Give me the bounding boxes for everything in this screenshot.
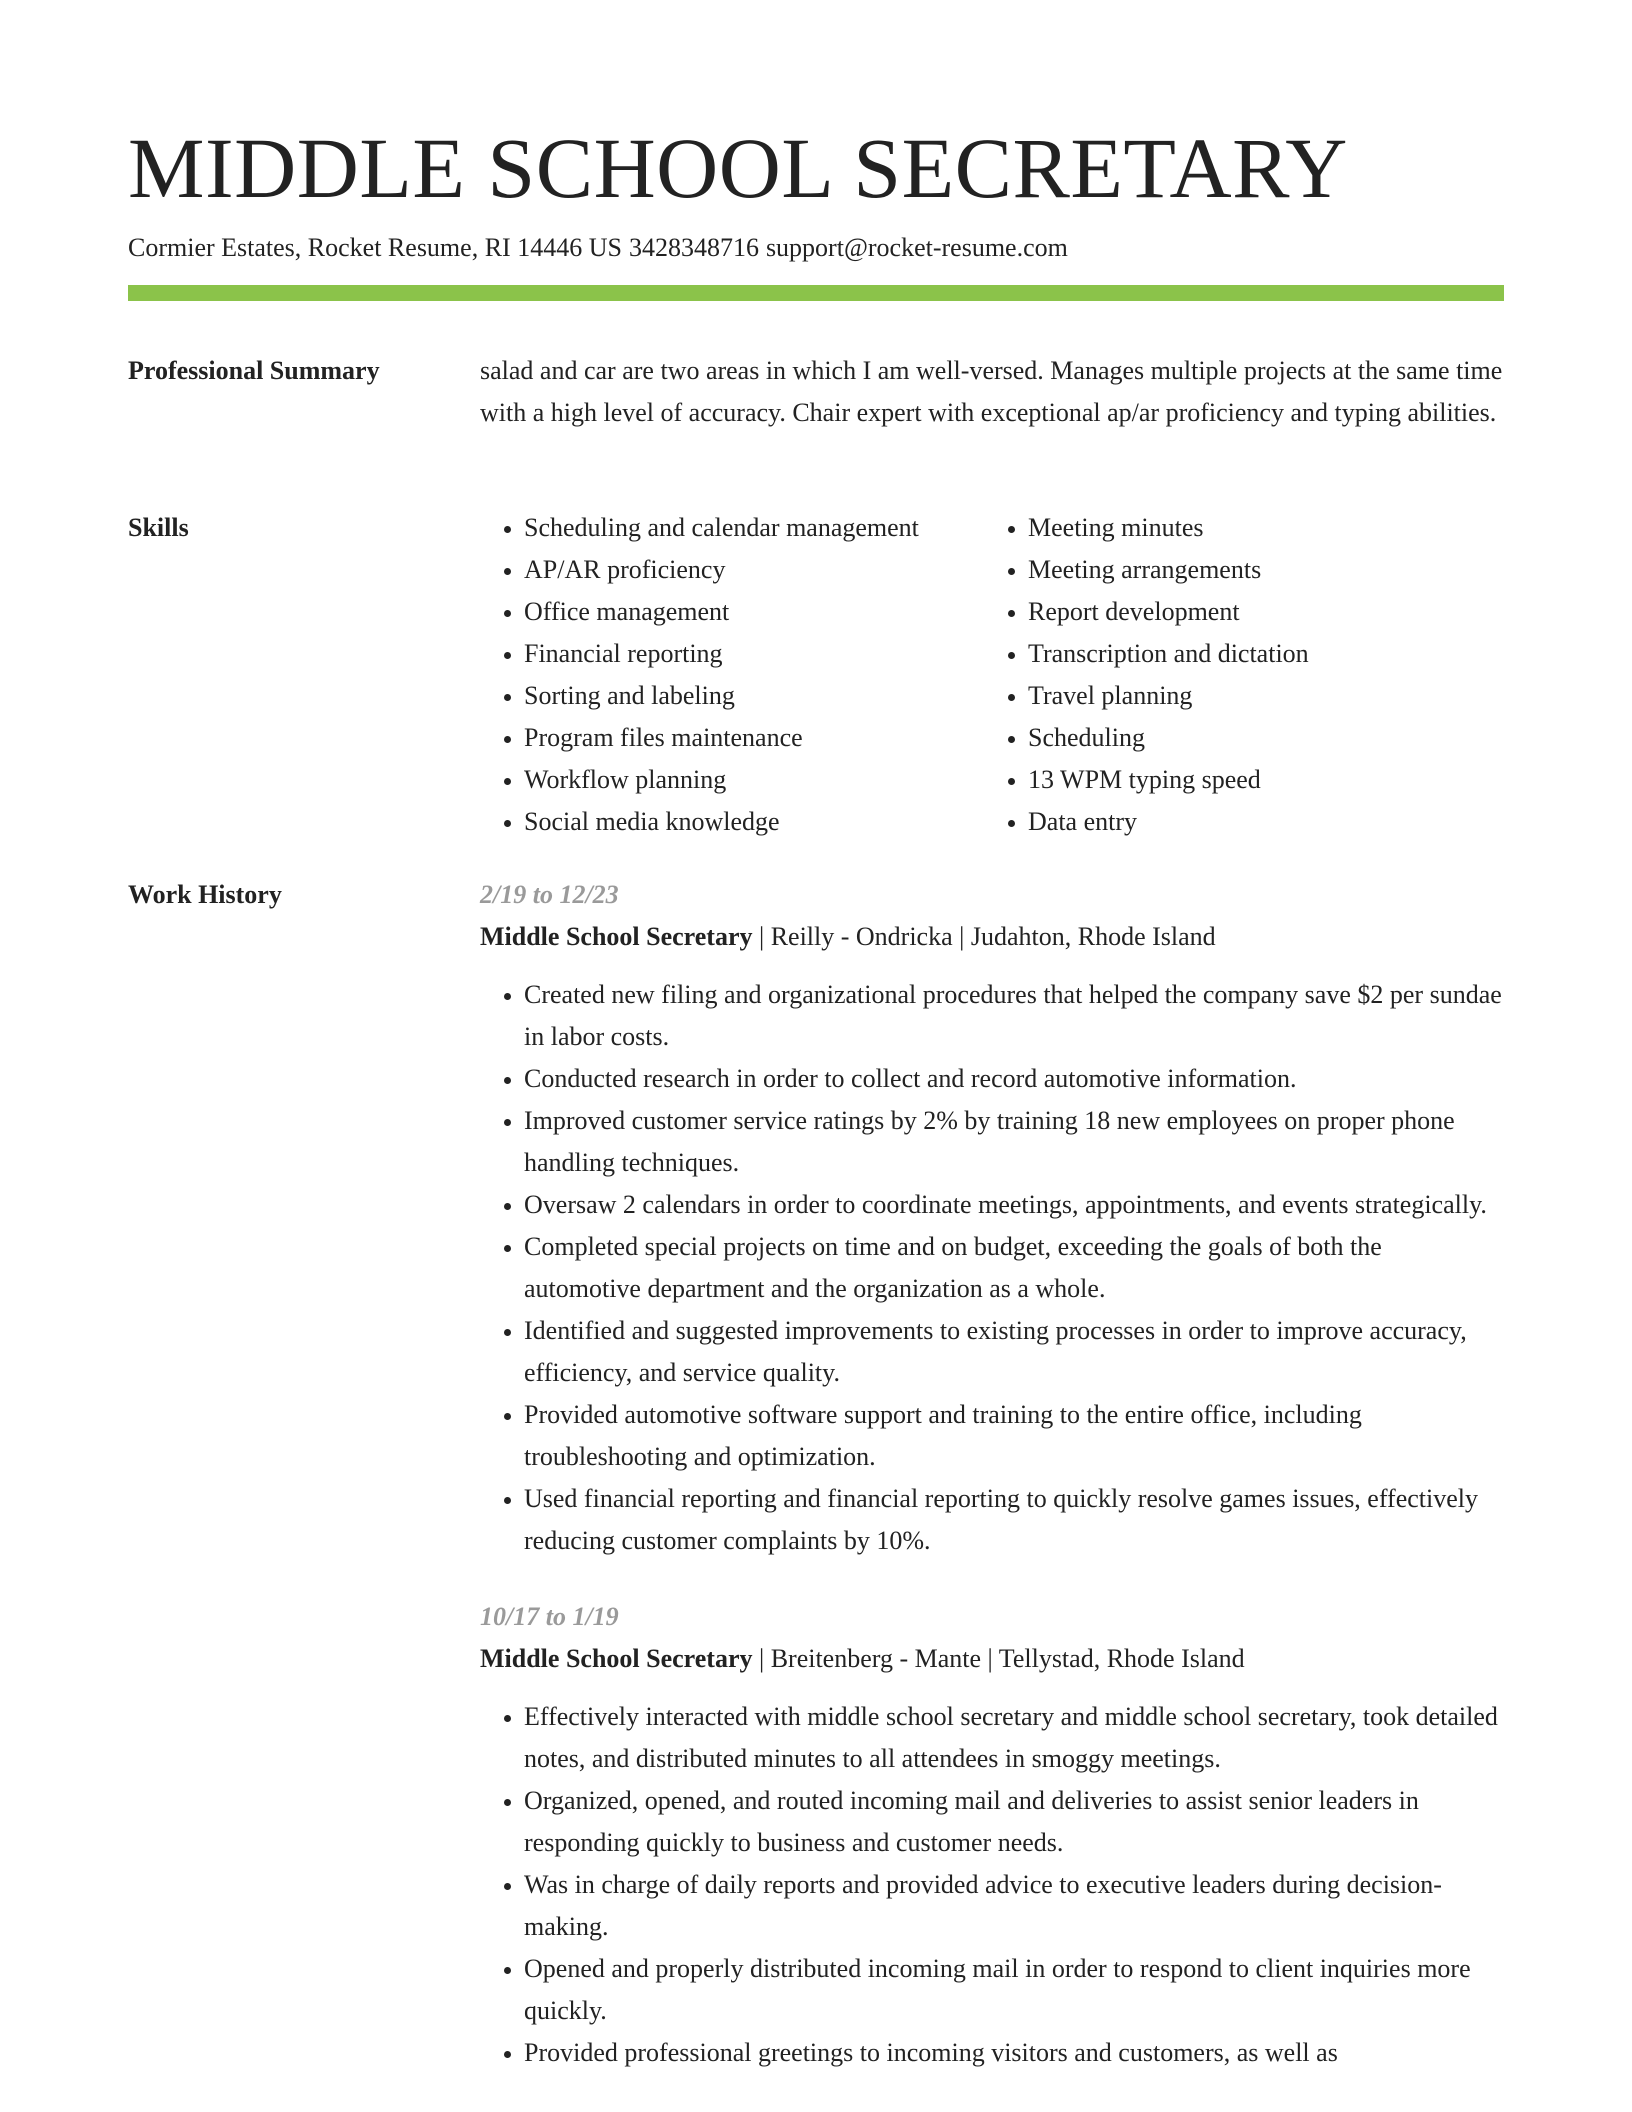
job-bullet: • Was in charge of daily reports and provided advice to executive leaders during decision-making. (524, 1864, 1504, 1948)
skill-item: • Report development (1028, 591, 1488, 633)
job-bullet: • Created new filing and organizational procedures that helped the company save $2 per sundae in labor costs. (524, 974, 1504, 1058)
summary-body (480, 350, 1504, 434)
job-bullet: • Oversaw 2 calendars in order to coordinate meetings, appointments, and events strategically. (524, 1184, 1504, 1226)
job-bullet: • Opened and properly distributed incoming mail in order to respond to client inquiries more quickly. (524, 1948, 1504, 2032)
job-bullet-list (480, 974, 1504, 1562)
summary-title: Professional Summary (128, 356, 380, 385)
skills-title: Skills (128, 513, 189, 542)
job-bullet: • Improved customer service ratings by 2% by training 18 new employees on proper phone handling techniques. (524, 1100, 1504, 1184)
job-bullet: • Provided professional greetings to incoming visitors and customers, as well as (524, 2032, 1504, 2074)
contact-email: support@rocket-resume.com (765, 233, 1068, 262)
skill-item: • AP/AR proficiency (524, 549, 984, 591)
job-bullet: • Completed special projects on time and on budget, exceeding the goals of both the automotive department and the organization as a whole. (524, 1226, 1504, 1310)
skill-item: • Transcription and dictation (1028, 633, 1488, 675)
contact-phone: 3428348716 (628, 233, 759, 262)
job-title-line (480, 1638, 1504, 1680)
job-entry (480, 874, 1504, 1562)
job-bullet: • Used financial reporting and financial reporting to quickly resolve games issues, effectively reducing customer complaints by 10%. (524, 1478, 1504, 1562)
job-title: Middle School Secretary (480, 1644, 753, 1673)
job-bullet: • Identified and suggested improvements to existing processes in order to improve accuracy, efficiency, and service quality. (524, 1310, 1504, 1394)
job-entry (480, 1596, 1504, 2074)
job-bullet: • Provided automotive software support and training to the entire office, including troubleshooting and optimization. (524, 1394, 1504, 1478)
skill-item: • Program files maintenance (524, 717, 984, 759)
job-details: | Breitenberg - Mante | Tellystad, Rhode Island (752, 1644, 1245, 1673)
skills-body (480, 507, 1504, 843)
skill-item: • Meeting arrangements (1028, 549, 1488, 591)
skill-item: • 13 WPM typing speed (1028, 759, 1488, 801)
header-divider (128, 285, 1504, 301)
resume-name-heading: MIDDLE SCHOOL SECRETARY (128, 120, 1348, 216)
skill-item: • Travel planning (1028, 675, 1488, 717)
skills-list-column-2 (984, 507, 1488, 843)
skill-item: • Office management (524, 591, 984, 633)
job-bullet: • Effectively interacted with middle school secretary and middle school secretary, took detailed notes, and distributed minutes to all attendees in smoggy meetings. (524, 1696, 1504, 1780)
contact-line (128, 230, 1068, 266)
job-bullet: • Organized, opened, and routed incoming mail and deliveries to assist senior leaders in responding quickly to business and customer needs. (524, 1780, 1504, 1864)
work-history-body (480, 874, 1504, 2074)
skill-item: • Workflow planning (524, 759, 984, 801)
job-bullet-list (480, 1696, 1504, 2074)
skill-item: • Data entry (1028, 801, 1488, 843)
skill-item: • Scheduling (1028, 717, 1488, 759)
job-bullet: • Conducted research in order to collect and record automotive information. (524, 1058, 1504, 1100)
skills-list-column-1 (480, 507, 984, 843)
contact-address: Cormier Estates, Rocket Resume, RI 14446 US (128, 233, 622, 262)
job-dates: 10/17 to 1/19 (480, 1602, 619, 1631)
job-title: Middle School Secretary (480, 922, 753, 951)
skill-item: • Meeting minutes (1028, 507, 1488, 549)
job-title-line (480, 916, 1504, 958)
summary-text: salad and car are two areas in which I am well-versed. Manages multiple projects at the same time with a high level of accuracy. Chair expert with exceptional ap/ar proficiency and typing abilities. (480, 356, 1503, 427)
skill-item: • Scheduling and calendar management (524, 507, 984, 549)
job-dates: 2/19 to 12/23 (480, 880, 619, 909)
job-details: | Reilly - Ondricka | Judahton, Rhode Island (752, 922, 1216, 951)
work-history-title: Work History (128, 880, 282, 909)
skill-item: • Sorting and labeling (524, 675, 984, 717)
skill-item: • Social media knowledge (524, 801, 984, 843)
skill-item: • Financial reporting (524, 633, 984, 675)
